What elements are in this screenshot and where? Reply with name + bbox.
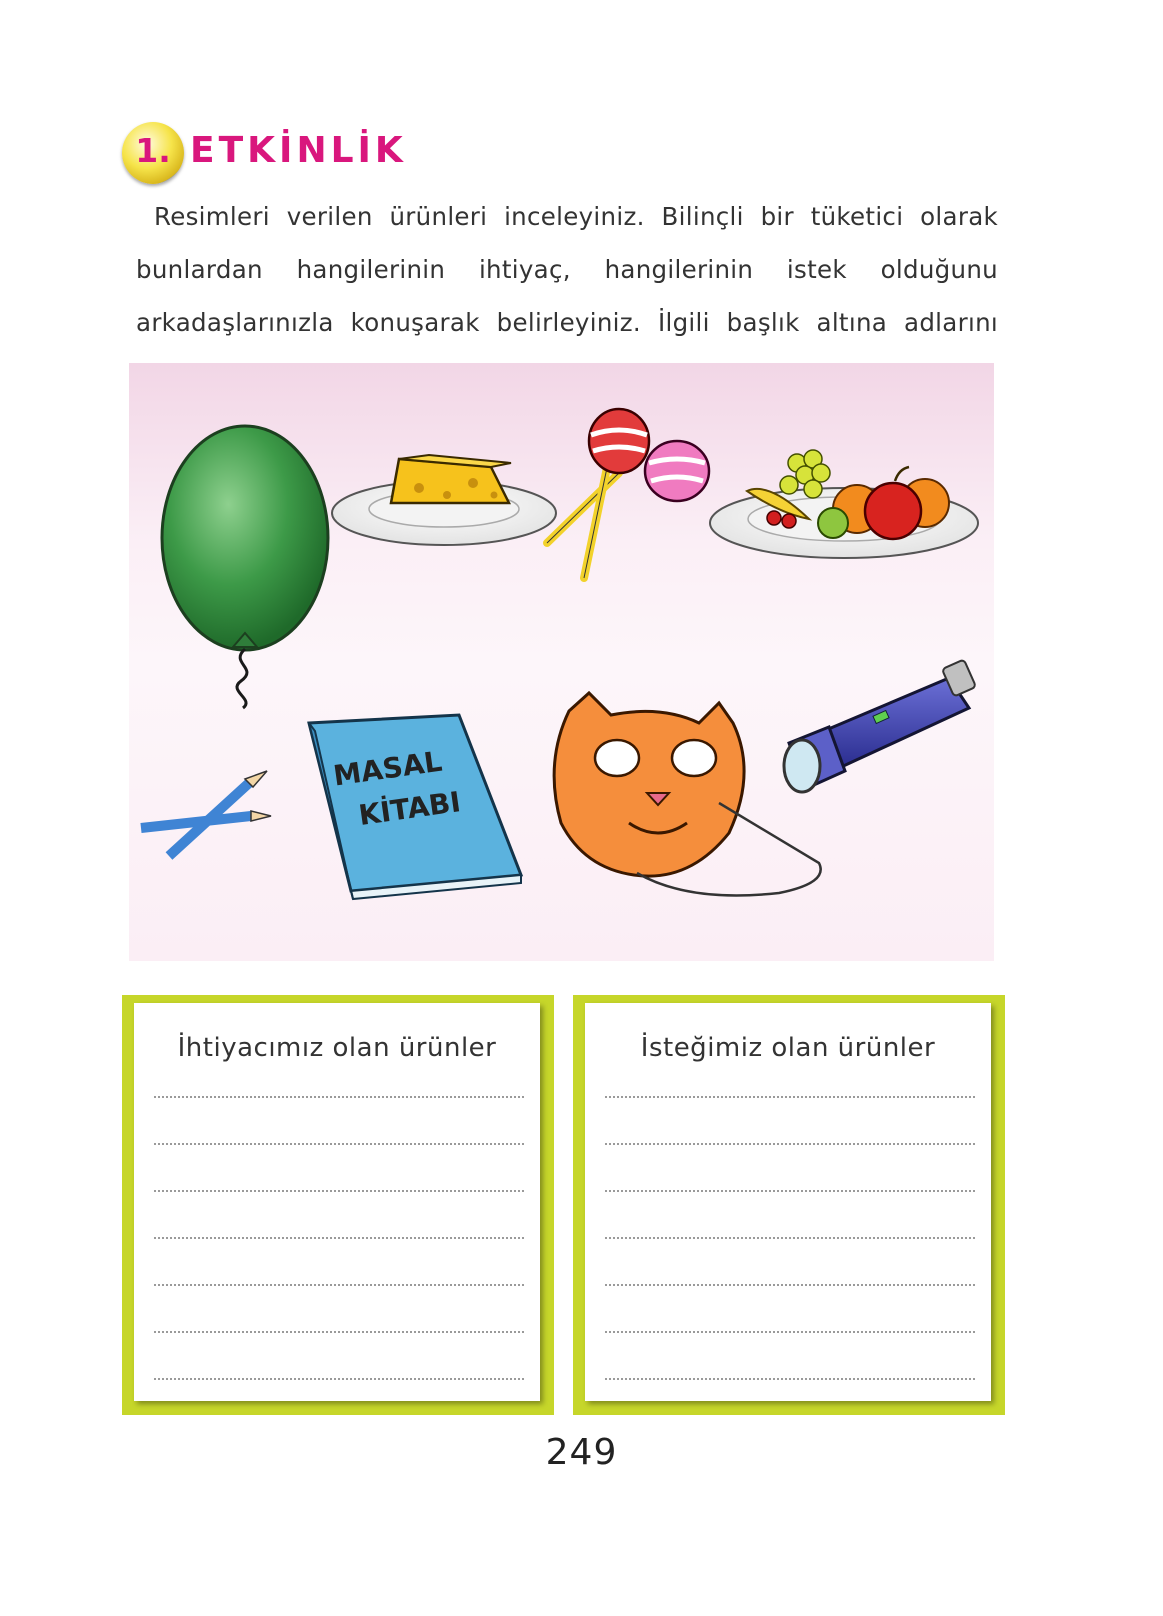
instructions-text: Resimleri verilen ürünleri inceleyiniz. Bilinçli bir tüketici olarak bunlardan hangilerinin ihtiyaç, hangilerinin istek olduğunu arkadaşlarınızla konuşarak belirleyiniz. İlgili başlık altına adlarını (136, 202, 998, 337)
writing-line[interactable] (605, 1331, 975, 1333)
writing-line[interactable] (605, 1096, 975, 1098)
activity-header (122, 122, 522, 188)
writing-line[interactable] (605, 1284, 975, 1286)
activity-number: 1. (135, 131, 171, 170)
needs-list-card (134, 1003, 540, 1401)
writing-line[interactable] (154, 1237, 524, 1239)
writing-line[interactable] (154, 1190, 524, 1192)
balloon-icon (162, 426, 328, 708)
book-icon (309, 715, 521, 899)
wants-list-card (585, 1003, 991, 1401)
writing-line[interactable] (605, 1190, 975, 1192)
writing-line[interactable] (154, 1096, 524, 1098)
book-title-line1: MASAL (331, 744, 445, 793)
needs-list-title: İhtiyacımız olan ürünler (177, 1033, 497, 1063)
writing-line[interactable] (154, 1378, 524, 1380)
fruit-plate-icon (710, 450, 978, 558)
writing-line[interactable] (605, 1378, 975, 1380)
cheese-plate-icon (332, 455, 556, 545)
cat-mask-icon (554, 693, 821, 896)
writing-line[interactable] (605, 1237, 975, 1239)
products-illustration (129, 363, 994, 961)
maracas-icon (547, 409, 709, 578)
activity-number-badge (122, 122, 184, 184)
flashlight-icon (784, 659, 976, 792)
book-title-line2: KİTABI (356, 785, 463, 833)
wants-list-title: İsteğimiz olan ürünler (640, 1033, 936, 1063)
pencils-icon (141, 771, 271, 856)
needs-list-box (122, 995, 554, 1415)
writing-line[interactable] (154, 1284, 524, 1286)
activity-title: ETKİNLİK (190, 130, 407, 171)
wants-list-box (573, 995, 1005, 1415)
writing-line[interactable] (605, 1143, 975, 1145)
writing-line[interactable] (154, 1331, 524, 1333)
writing-line[interactable] (154, 1143, 524, 1145)
page-number: 249 (545, 1432, 618, 1473)
